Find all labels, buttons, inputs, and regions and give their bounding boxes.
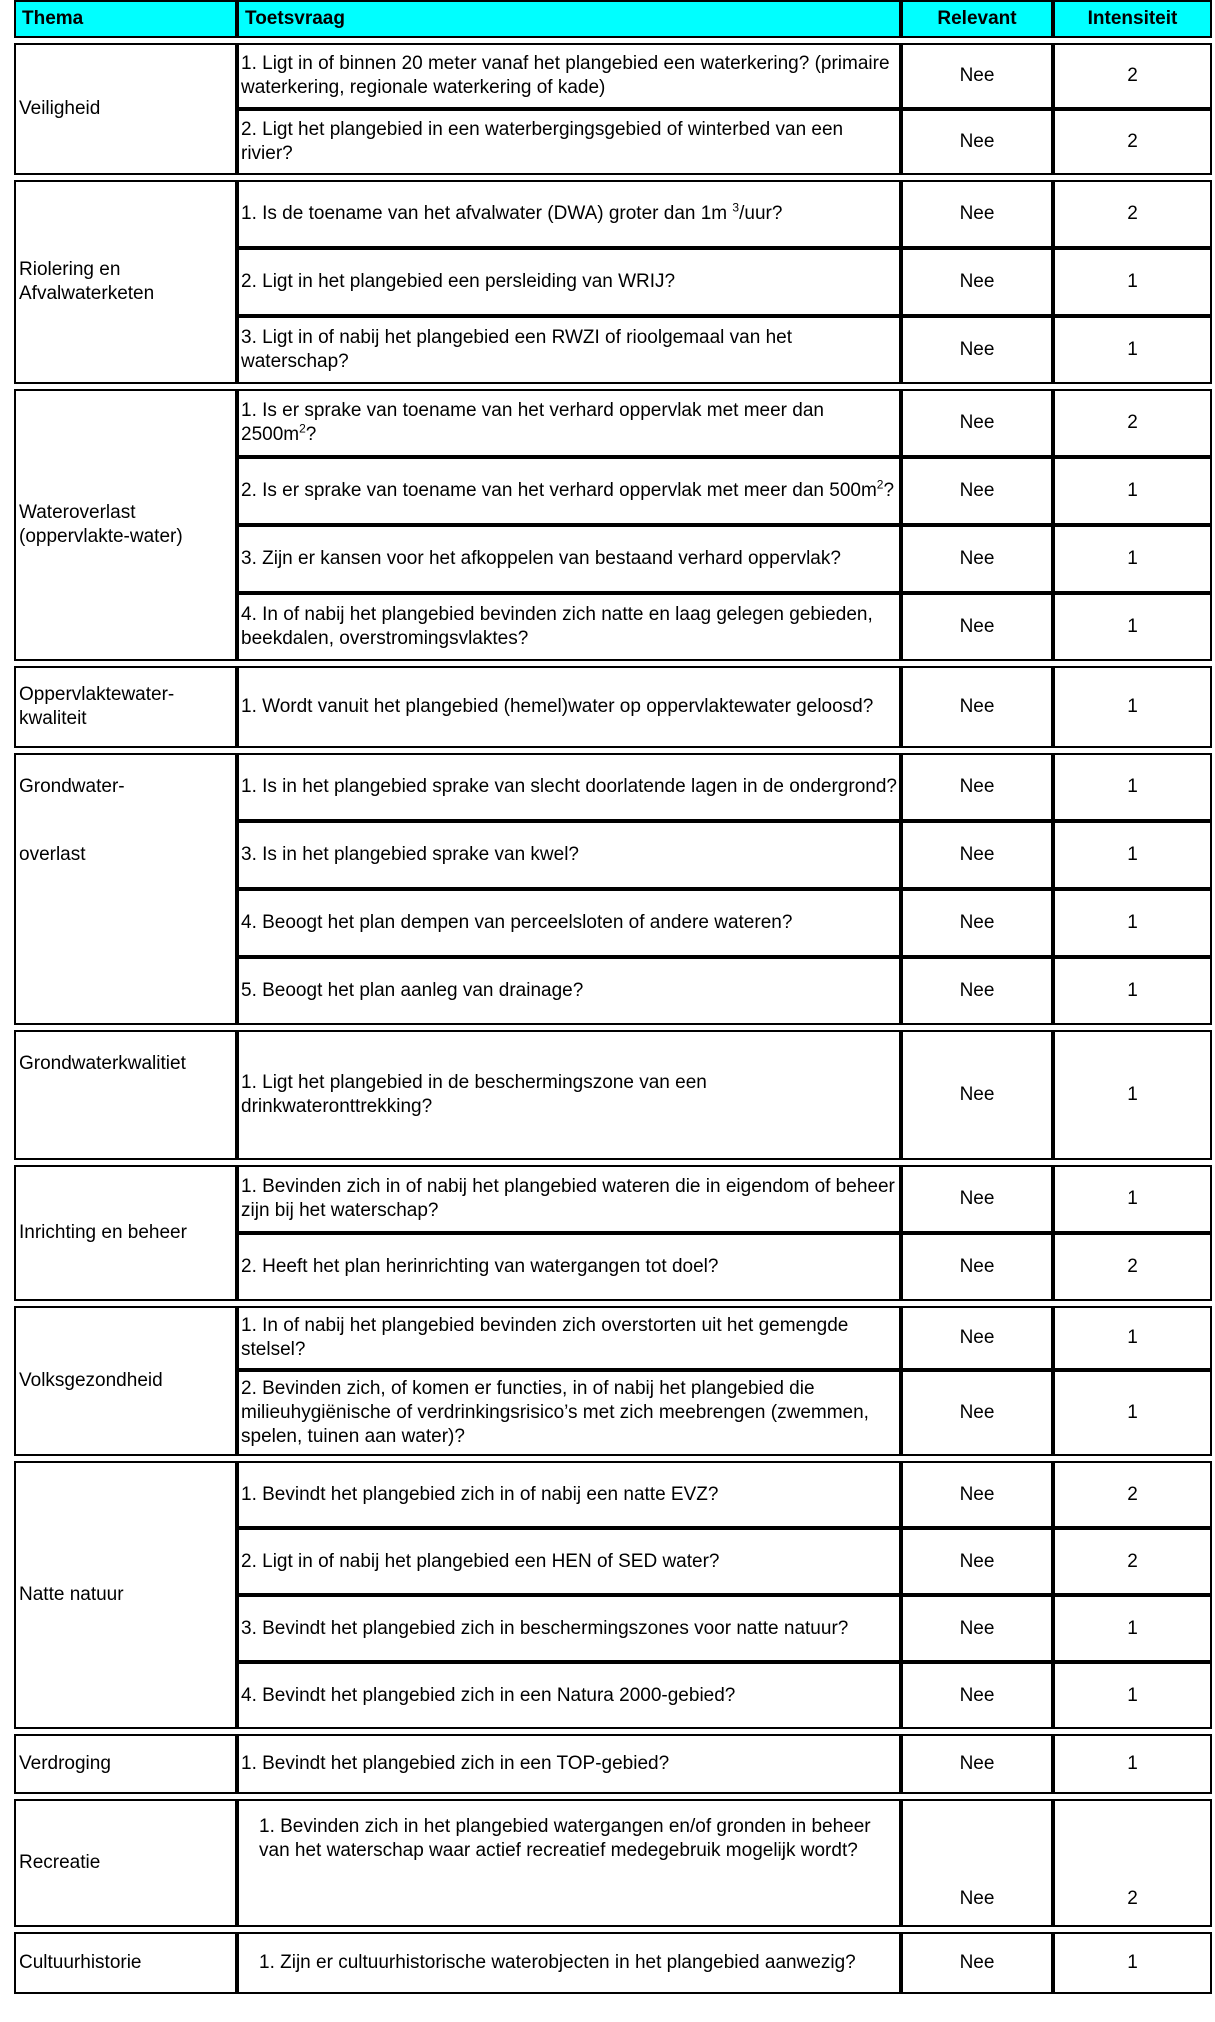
relevant-value: Nee	[901, 821, 1053, 889]
relevant-value: Nee	[901, 525, 1053, 593]
theme-label-line: overlast	[19, 844, 86, 865]
question-text: 3. Ligt in of nabij het plangebied een RWZI of rioolgemaal van het waterschap?	[237, 316, 901, 384]
question-text: 1. In of nabij het plangebied bevinden zich overstorten uit het gemengde stelsel?	[237, 1306, 901, 1370]
intensiteit-value: 1	[1053, 1306, 1212, 1370]
intensiteit-value: 2	[1053, 389, 1212, 457]
theme-cultuurhistorie: Cultuurhistorie	[14, 1932, 237, 1994]
table-row	[14, 1461, 1212, 1528]
intensiteit-value: 1	[1053, 889, 1212, 957]
table-row	[14, 666, 1212, 748]
toetsvragen-table	[14, 0, 1212, 1994]
header-row	[14, 0, 1212, 38]
table-row	[14, 1734, 1212, 1794]
table-row	[14, 1306, 1212, 1370]
intensiteit-value: 1	[1053, 316, 1212, 384]
table-row	[14, 43, 1212, 109]
table-row	[14, 1799, 1212, 1927]
question-text: 5. Beoogt het plan aanleg van drainage?	[237, 957, 901, 1025]
intensiteit-value: 1	[1053, 593, 1212, 661]
intensiteit-value: 1	[1053, 248, 1212, 316]
header-thema: Thema	[14, 0, 237, 38]
intensiteit-value: 1	[1053, 1370, 1212, 1456]
intensiteit-value: 2	[1053, 1799, 1212, 1927]
question-text: 4. Beoogt het plan dempen van perceelsloten of andere wateren?	[237, 889, 901, 957]
intensiteit-value: 2	[1053, 1233, 1212, 1301]
relevant-value: Nee	[901, 889, 1053, 957]
table-row	[14, 753, 1212, 821]
relevant-value: Nee	[901, 1734, 1053, 1794]
theme-verdroging: Verdroging	[14, 1734, 237, 1794]
theme-recreatie: Recreatie	[14, 1799, 237, 1927]
relevant-value: Nee	[901, 593, 1053, 661]
intensiteit-value: 1	[1053, 1595, 1212, 1662]
relevant-value: Nee	[901, 957, 1053, 1025]
question-text: 3. Bevindt het plangebied zich in beschermingszones voor natte natuur?	[237, 1595, 901, 1662]
relevant-value: Nee	[901, 1030, 1053, 1160]
intensiteit-value: 1	[1053, 457, 1212, 525]
relevant-value: Nee	[901, 1306, 1053, 1370]
theme-grondwateroverlast	[14, 753, 237, 1025]
theme-grondwaterkwaliteit: Grondwaterkwalitiet	[14, 1030, 237, 1160]
question-text: 1. Bevindt het plangebied zich in of nabij een natte EVZ?	[237, 1461, 901, 1528]
question-text: 1. Wordt vanuit het plangebied (hemel)water op oppervlaktewater geloosd?	[237, 666, 901, 748]
question-text: 2. Heeft het plan herinrichting van watergangen tot doel?	[237, 1233, 901, 1301]
question-text: 1. Ligt het plangebied in de beschermingszone van een drinkwateronttrekking?	[237, 1030, 901, 1160]
question-text: 3. Zijn er kansen voor het afkoppelen van bestaand verhard oppervlak?	[237, 525, 901, 593]
relevant-value: Nee	[901, 43, 1053, 109]
relevant-value: Nee	[901, 316, 1053, 384]
relevant-value: Nee	[901, 180, 1053, 248]
theme-veiligheid: Veiligheid	[14, 43, 237, 175]
relevant-value: Nee	[901, 1370, 1053, 1456]
intensiteit-value: 1	[1053, 957, 1212, 1025]
theme-inrichting-en-beheer: Inrichting en beheer	[14, 1165, 237, 1301]
theme-oppervlaktewater-kwaliteit: Oppervlaktewater-kwaliteit	[14, 666, 237, 748]
table-row	[14, 1165, 1212, 1233]
relevant-value: Nee	[901, 389, 1053, 457]
relevant-value: Nee	[901, 1461, 1053, 1528]
question-text: 2. Is er sprake van toename van het verhard oppervlak met meer dan $500m^2$?	[237, 457, 901, 525]
question-text: 2. Bevinden zich, of komen er functies, in of nabij het plangebied die milieuhygiënische of verdrinkingsrisico’s met zich meebrengen (zwemmen, spelen, tuinen aan water)?	[237, 1370, 901, 1456]
relevant-value: Nee	[901, 1662, 1053, 1729]
question-text: 1. Zijn er cultuurhistorische waterobjecten in het plangebied aanwezig?	[237, 1932, 901, 1994]
header-intensiteit: Intensiteit	[1053, 0, 1212, 38]
intensiteit-value: 1	[1053, 821, 1212, 889]
intensiteit-value: 1	[1053, 666, 1212, 748]
table-row	[14, 1932, 1212, 1994]
theme-wateroverlast: Wateroverlast (oppervlakte-water)	[14, 389, 237, 661]
intensiteit-value: 1	[1053, 1932, 1212, 1994]
theme-riolering: Riolering en Afvalwaterketen	[14, 180, 237, 384]
intensiteit-value: 1	[1053, 525, 1212, 593]
intensiteit-value: 1	[1053, 1030, 1212, 1160]
relevant-value: Nee	[901, 1595, 1053, 1662]
relevant-value: Nee	[901, 753, 1053, 821]
question-text: 3. Is in het plangebied sprake van kwel?	[237, 821, 901, 889]
table-row	[14, 180, 1212, 248]
header-toetsvraag: Toetsvraag	[237, 0, 901, 38]
intensiteit-value: 2	[1053, 43, 1212, 109]
intensiteit-value: 2	[1053, 109, 1212, 175]
question-text: 1. Is in het plangebied sprake van slecht doorlatende lagen in de ondergrond?	[237, 753, 901, 821]
intensiteit-value: 1	[1053, 1662, 1212, 1729]
question-text: 1. Bevinden zich in of nabij het plangebied wateren die in eigendom of beheer zijn bij het waterschap?	[237, 1165, 901, 1233]
intensiteit-value: 1	[1053, 753, 1212, 821]
intensiteit-value: 2	[1053, 180, 1212, 248]
question-text: 2. Ligt in het plangebied een persleiding van WRIJ?	[237, 248, 901, 316]
intensiteit-value: 2	[1053, 1461, 1212, 1528]
theme-label-line: Grondwater-	[19, 776, 125, 797]
question-text: 2. Ligt in of nabij het plangebied een HEN of SED water?	[237, 1528, 901, 1595]
table-row	[14, 1030, 1212, 1160]
relevant-value: Nee	[901, 666, 1053, 748]
relevant-value: Nee	[901, 1799, 1053, 1927]
toetsvragen-sheet	[14, 0, 1212, 1994]
header-relevant: Relevant	[901, 0, 1053, 38]
table-row	[14, 389, 1212, 457]
intensiteit-value: 1	[1053, 1734, 1212, 1794]
intensiteit-value: 2	[1053, 1528, 1212, 1595]
question-text: 2. Ligt het plangebied in een waterbergingsgebied of winterbed van een rivier?	[237, 109, 901, 175]
relevant-value: Nee	[901, 457, 1053, 525]
theme-natte-natuur: Natte natuur	[14, 1461, 237, 1729]
question-text: 1. Bevinden zich in het plangebied watergangen en/of gronden in beheer van het waterschap waar actief recreatief medegebruik mogelijk wordt?	[237, 1799, 901, 1927]
question-text: 1. Is de toename van het afvalwater (DWA) groter dan 1m $^3$/uur?	[237, 180, 901, 248]
relevant-value: Nee	[901, 109, 1053, 175]
question-text: 4. Bevindt het plangebied zich in een Natura 2000-gebied?	[237, 1662, 901, 1729]
relevant-value: Nee	[901, 1932, 1053, 1994]
relevant-value: Nee	[901, 1528, 1053, 1595]
question-text: 1. Is er sprake van toename van het verhard oppervlak met meer dan $2500m^2$?	[237, 389, 901, 457]
relevant-value: Nee	[901, 1165, 1053, 1233]
relevant-value: Nee	[901, 1233, 1053, 1301]
question-text: 4. In of nabij het plangebied bevinden zich natte en laag gelegen gebieden, beekdalen, overstromingsvlaktes?	[237, 593, 901, 661]
relevant-value: Nee	[901, 248, 1053, 316]
question-text: 1. Bevindt het plangebied zich in een TOP-gebied?	[237, 1734, 901, 1794]
question-text: 1. Ligt in of binnen 20 meter vanaf het plangebied een waterkering? (primaire waterkering, regionale waterkering of kade)	[237, 43, 901, 109]
intensiteit-value: 1	[1053, 1165, 1212, 1233]
theme-volksgezondheid: Volksgezondheid	[14, 1306, 237, 1456]
